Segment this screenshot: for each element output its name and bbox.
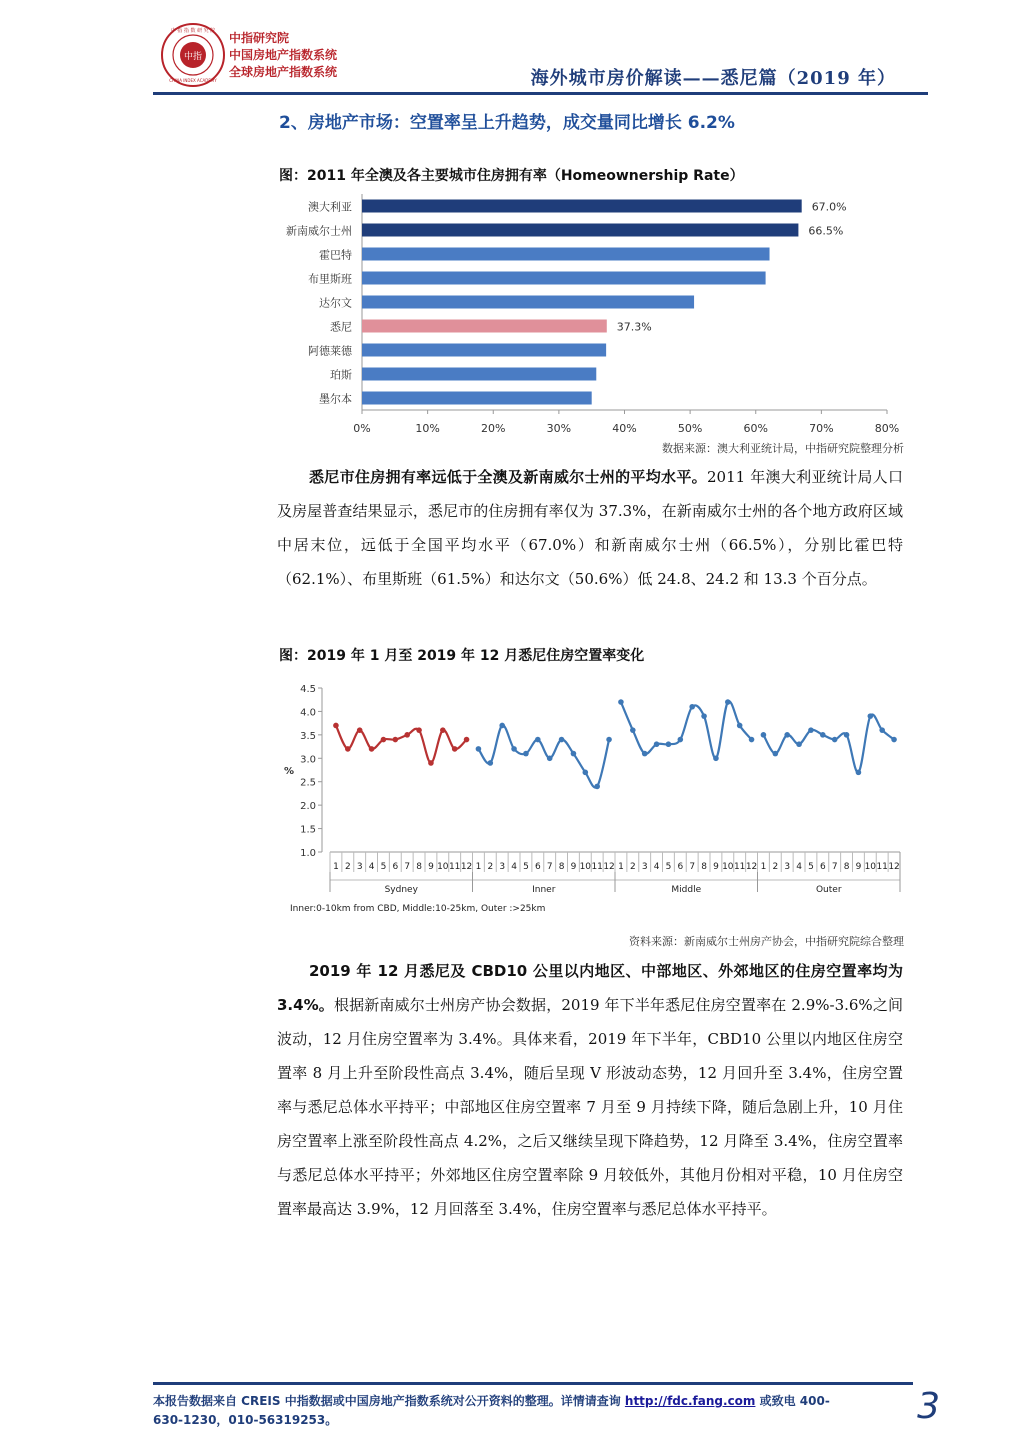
point-inner-11 bbox=[594, 784, 600, 790]
figure2-caption: 图：2019 年 1 月至 2019 年 12 月悉尼住房空置率变化 bbox=[279, 648, 645, 664]
month-label-0-10: 11 bbox=[448, 862, 461, 872]
month-label-1-7: 8 bbox=[558, 862, 565, 872]
bar-2 bbox=[362, 248, 770, 261]
month-label-3-1: 2 bbox=[772, 862, 779, 872]
point-middle-7 bbox=[689, 704, 695, 710]
month-label-0-1: 2 bbox=[344, 862, 351, 872]
month-label-3-0: 1 bbox=[760, 862, 767, 872]
y-axis-unit: % bbox=[284, 766, 295, 777]
bar-8 bbox=[362, 392, 592, 405]
point-sydney-6 bbox=[393, 737, 399, 743]
category-label-5: 悉尼 bbox=[330, 320, 352, 334]
month-label-0-2: 3 bbox=[356, 862, 363, 872]
series-line-outer bbox=[763, 714, 894, 772]
month-label-3-5: 6 bbox=[819, 862, 826, 872]
point-sydney-12 bbox=[464, 737, 470, 743]
category-label-1: 新南威尔士州 bbox=[286, 224, 352, 238]
month-label-0-11: 12 bbox=[460, 862, 473, 872]
x-tick-label-1: 10% bbox=[415, 422, 440, 435]
group-label-2: Middle bbox=[671, 885, 702, 895]
y-tick-label-3: 2.5 bbox=[300, 777, 316, 789]
point-inner-4 bbox=[511, 746, 517, 752]
y-tick-label-1: 1.5 bbox=[300, 824, 316, 836]
footer-text-pre: 本报告数据来自 CREIS 中指数据或中国房地产指数系统对公开资料的整理。详情请查询 bbox=[153, 1394, 621, 1408]
paragraph-vacancy bbox=[277, 954, 903, 1226]
month-label-3-6: 7 bbox=[831, 862, 838, 872]
group-label-1: Inner bbox=[532, 885, 556, 895]
point-sydney-2 bbox=[345, 746, 351, 752]
header-divider bbox=[153, 92, 928, 95]
month-label-2-7: 8 bbox=[701, 862, 707, 872]
month-label-1-11: 12 bbox=[603, 862, 615, 872]
point-middle-1 bbox=[618, 699, 624, 705]
figure1-source: 数据来源：澳大利亚统计局，中指研究院整理分析 bbox=[662, 442, 904, 455]
point-middle-10 bbox=[725, 699, 731, 705]
month-label-2-4: 5 bbox=[665, 862, 672, 872]
point-outer-10 bbox=[868, 713, 874, 719]
point-outer-1 bbox=[761, 732, 767, 738]
month-label-3-9: 10 bbox=[864, 862, 877, 872]
month-label-0-9: 10 bbox=[437, 862, 449, 872]
month-label-2-6: 7 bbox=[689, 862, 696, 872]
point-inner-7 bbox=[547, 755, 553, 761]
month-label-0-8: 9 bbox=[428, 862, 434, 872]
group-label-0: Sydney bbox=[384, 885, 418, 895]
point-middle-5 bbox=[666, 741, 672, 747]
y-tick-label-5: 3.5 bbox=[300, 730, 316, 742]
month-label-1-2: 3 bbox=[499, 862, 506, 872]
data-label-0: 67.0% bbox=[811, 200, 847, 214]
month-label-2-0: 1 bbox=[618, 862, 624, 872]
point-inner-12 bbox=[606, 737, 612, 743]
org-name-2: 中国房地产指数系统 bbox=[229, 48, 338, 62]
point-middle-8 bbox=[701, 713, 707, 719]
point-outer-11 bbox=[879, 727, 885, 733]
series-line-sydney bbox=[336, 725, 467, 762]
x-tick-label-8: 80% bbox=[874, 422, 900, 435]
month-label-1-3: 4 bbox=[511, 862, 517, 872]
point-middle-9 bbox=[713, 755, 719, 761]
month-label-2-3: 4 bbox=[653, 862, 660, 872]
month-label-3-8: 9 bbox=[855, 862, 862, 872]
y-tick-label-6: 4.0 bbox=[300, 707, 316, 719]
point-outer-6 bbox=[820, 732, 826, 738]
month-label-1-6: 7 bbox=[546, 862, 553, 872]
month-label-0-5: 6 bbox=[392, 862, 399, 872]
point-outer-5 bbox=[808, 727, 814, 733]
point-inner-8 bbox=[559, 737, 565, 743]
bar-0 bbox=[362, 200, 802, 213]
y-tick-label-7: 4.5 bbox=[300, 684, 316, 695]
bar-3 bbox=[362, 272, 766, 285]
y-tick-label-0: 1.0 bbox=[300, 848, 316, 859]
month-label-3-3: 4 bbox=[796, 862, 802, 872]
footer-text-post: 或致电 400-630-1230，010-56319253。 bbox=[153, 1394, 830, 1427]
point-sydney-11 bbox=[452, 746, 458, 752]
x-tick-label-2: 20% bbox=[481, 422, 506, 435]
category-label-7: 珀斯 bbox=[330, 368, 352, 382]
point-inner-6 bbox=[535, 737, 541, 743]
document-title: 海外城市房价解读——悉尼篇（2019 年） bbox=[530, 68, 896, 89]
category-label-0: 澳大利亚 bbox=[308, 200, 352, 214]
point-middle-2 bbox=[630, 727, 636, 733]
footer-divider bbox=[153, 1382, 913, 1385]
month-label-0-7: 8 bbox=[416, 862, 422, 872]
point-sydney-4 bbox=[369, 746, 375, 752]
point-sydney-8 bbox=[416, 727, 422, 733]
paragraph1-lead: 悉尼市住房拥有率远低于全澳及新南威尔士州的平均水平。 bbox=[309, 468, 707, 486]
month-label-3-11: 12 bbox=[888, 862, 900, 872]
category-label-3: 布里斯班 bbox=[308, 272, 352, 286]
month-label-0-0: 1 bbox=[333, 862, 339, 872]
x-tick-label-3: 30% bbox=[546, 422, 572, 435]
point-inner-1 bbox=[476, 746, 482, 752]
point-middle-12 bbox=[749, 737, 755, 743]
month-label-1-8: 9 bbox=[570, 862, 577, 872]
org-name-3: 全球房地产指数系统 bbox=[229, 65, 338, 79]
point-middle-3 bbox=[642, 751, 648, 757]
x-tick-label-5: 50% bbox=[677, 422, 703, 435]
x-tick-label-7: 70% bbox=[809, 422, 834, 435]
point-inner-10 bbox=[583, 770, 589, 776]
point-outer-7 bbox=[832, 737, 838, 743]
logo-en-text: CHINA INDEX ACADEMY bbox=[169, 78, 217, 83]
paragraph-homeownership bbox=[277, 460, 903, 596]
point-middle-4 bbox=[654, 741, 660, 747]
bar-6 bbox=[362, 344, 606, 357]
point-outer-2 bbox=[773, 751, 779, 757]
point-inner-5 bbox=[523, 751, 529, 757]
month-label-2-2: 3 bbox=[641, 862, 648, 872]
section-heading: 2、房地产市场：空置率呈上升趋势，成交量同比增长 6.2% bbox=[279, 113, 735, 133]
category-label-8: 墨尔本 bbox=[319, 392, 352, 406]
point-outer-12 bbox=[891, 737, 897, 743]
group-label-3: Outer bbox=[815, 885, 842, 895]
point-sydney-1 bbox=[333, 723, 339, 729]
footer-link[interactable]: http://fdc.fang.com bbox=[624, 1394, 756, 1408]
point-outer-4 bbox=[796, 741, 802, 747]
bar-7 bbox=[362, 368, 596, 381]
month-label-0-6: 7 bbox=[404, 862, 411, 872]
point-middle-11 bbox=[737, 723, 743, 729]
point-middle-6 bbox=[678, 737, 684, 743]
figure1-caption: 图：2011 年全澳及各主要城市住房拥有率（Homeownership Rate） bbox=[279, 168, 744, 184]
month-label-2-1: 2 bbox=[629, 862, 636, 872]
logo-seal bbox=[160, 22, 226, 88]
month-label-2-11: 12 bbox=[745, 862, 758, 872]
bar-4 bbox=[362, 296, 694, 309]
logo-ring-text: 中 指 指 数 研 究 院 bbox=[170, 28, 216, 34]
paragraph1-body: 2011 年澳大利亚统计局人口及房屋普查结果显示，悉尼市的住房拥有率仅为 37.3%，在新南威尔士州的各个地方政府区域中居末位，远低于全国平均水平（67.0%）和新南威尔士州（66.5%），分别比霍巴特（62.1%）、布里斯班（61.5%）和达尔文（50.6%）低 24.8、24.2 和 13.3 个百分点。 bbox=[277, 468, 903, 588]
point-inner-2 bbox=[488, 760, 494, 766]
month-label-1-1: 2 bbox=[487, 862, 494, 872]
point-outer-9 bbox=[856, 770, 862, 776]
month-label-3-10: 11 bbox=[876, 862, 888, 872]
month-label-3-4: 5 bbox=[808, 862, 814, 872]
figure2-source: 资料来源：新南威尔士州房产协会，中指研究院综合整理 bbox=[629, 935, 904, 948]
month-label-0-3: 4 bbox=[368, 862, 375, 872]
x-tick-label-6: 60% bbox=[743, 422, 768, 435]
point-inner-3 bbox=[499, 723, 505, 729]
month-label-1-4: 5 bbox=[523, 862, 529, 872]
point-outer-3 bbox=[784, 732, 790, 738]
point-sydney-5 bbox=[381, 737, 387, 743]
month-label-0-4: 5 bbox=[380, 862, 387, 872]
point-sydney-10 bbox=[440, 727, 446, 733]
point-outer-8 bbox=[844, 732, 850, 738]
point-inner-9 bbox=[571, 751, 577, 757]
org-names bbox=[229, 30, 337, 81]
month-label-1-5: 6 bbox=[534, 862, 541, 872]
x-tick-label-0: 0% bbox=[353, 422, 371, 435]
footer-note bbox=[153, 1392, 853, 1430]
point-sydney-7 bbox=[404, 732, 410, 738]
month-label-1-10: 11 bbox=[591, 862, 603, 872]
point-sydney-3 bbox=[357, 727, 363, 733]
paragraph2-body: 根据新南威尔士州房产协会数据，2019 年下半年悉尼住房空置率在 2.9%-3.6%之间波动，12 月住房空置率为 3.4%。具体来看，2019 年下半年，CBD10 公里以内地区住房空置率 8 月上升至阶段性高点 3.4%，随后呈现 V 形波动态势，12 月回升至 3.4%，住房空置率与悉尼总体水平持平；中部地区住房空置率 7 月至 9 月持续下降，随后急剧上升，10 月住房空置率上涨至阶段性高点 4.2%，之后又继续呈现下降趋势，12 月降至 3.4%，住房空置率与悉尼总体水平持平；外郊地区住房空置率除 9 月较低外，其他月份相对平稳，10 月住房空置率最高达 3.9%，12 月回落至 3.4%，住房空置率与悉尼总体水平持平。 bbox=[277, 996, 903, 1218]
logo-inner-text: 中指 bbox=[183, 52, 203, 62]
homeownership-bar-chart bbox=[270, 192, 910, 442]
category-label-6: 阿德莱德 bbox=[308, 344, 352, 358]
series-line-middle bbox=[621, 701, 752, 758]
bar-1 bbox=[362, 224, 798, 237]
month-label-1-9: 10 bbox=[579, 862, 592, 872]
month-label-2-10: 11 bbox=[733, 862, 746, 872]
series-line-inner bbox=[478, 725, 609, 787]
org-name-1: 中指研究院 bbox=[229, 31, 290, 45]
y-tick-label-4: 3.0 bbox=[300, 754, 316, 766]
data-label-5: 37.3% bbox=[616, 320, 652, 334]
y-tick-label-2: 2.0 bbox=[300, 801, 316, 813]
distance-note: Inner:0-10km from CBD, Middle:10-25km, Outer :>25km bbox=[290, 904, 546, 914]
month-label-3-7: 8 bbox=[843, 862, 850, 872]
month-label-2-9: 10 bbox=[722, 862, 734, 872]
month-label-3-2: 3 bbox=[784, 862, 791, 872]
bar-5 bbox=[362, 320, 607, 333]
month-label-1-0: 1 bbox=[475, 862, 482, 872]
vacancy-line-chart bbox=[270, 676, 910, 921]
month-label-2-5: 6 bbox=[677, 862, 684, 872]
x-tick-label-4: 40% bbox=[612, 422, 637, 435]
category-label-2: 霍巴特 bbox=[319, 248, 352, 262]
data-label-1: 66.5% bbox=[808, 224, 844, 238]
paragraph2-lead: 2019 年 12 月悉尼及 CBD10 公里以内地区、中部地区、外郊地区的住房空置率均为 3.4%。 bbox=[277, 962, 903, 1014]
page-number: 3 bbox=[917, 1386, 940, 1427]
month-label-2-8: 9 bbox=[713, 862, 719, 872]
point-sydney-9 bbox=[428, 760, 434, 766]
category-label-4: 达尔文 bbox=[319, 296, 352, 310]
